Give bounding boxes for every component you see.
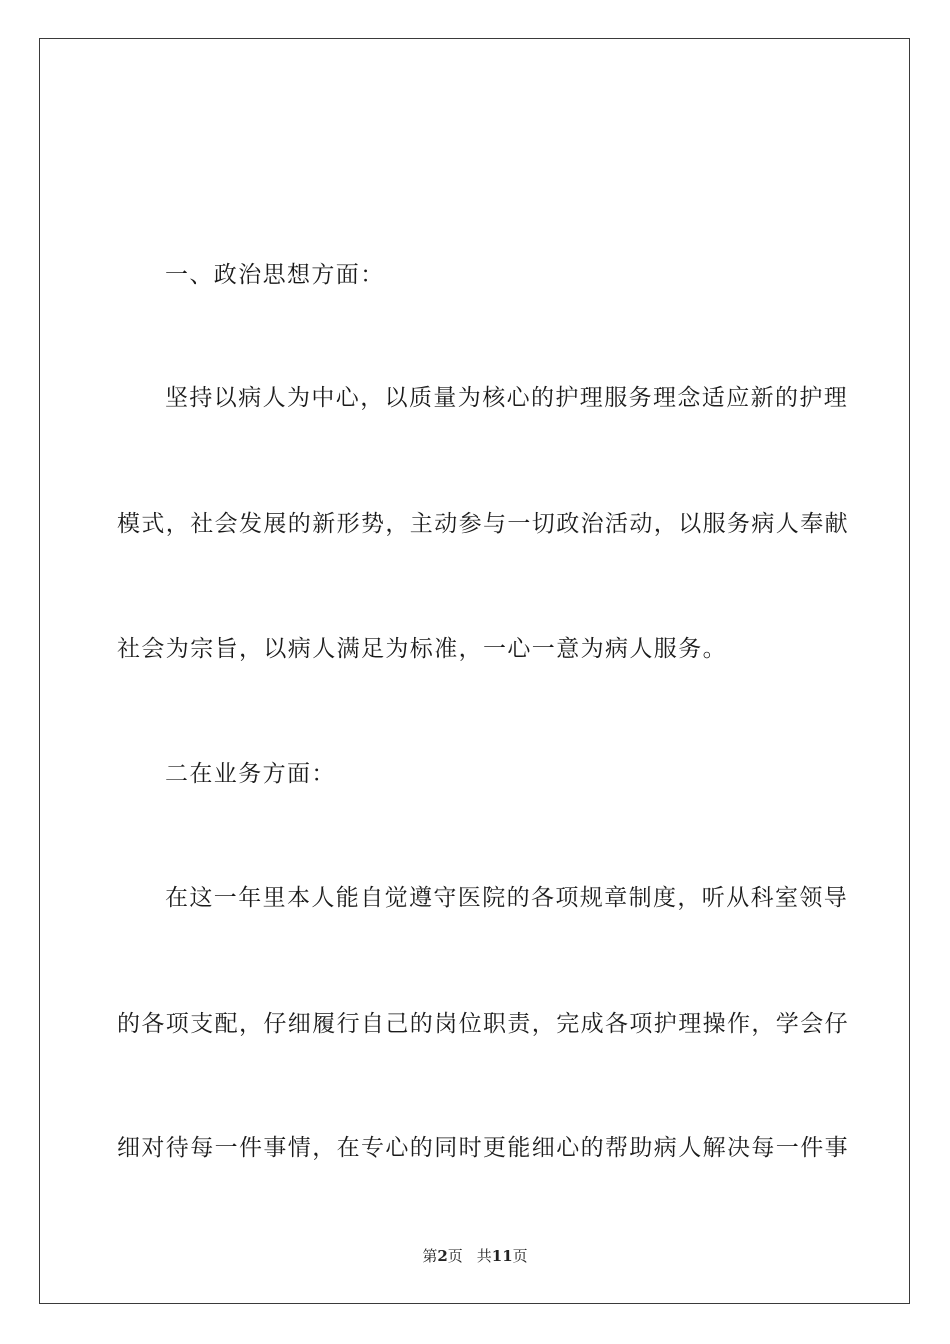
paragraph-line: 模式，社会发展的新形势，主动参与一切政治活动，以服务病人奉献 xyxy=(117,511,849,537)
section-heading-business: 二在业务方面： xyxy=(165,761,336,787)
footer-total-prefix: 共 xyxy=(476,1247,492,1265)
page-footer xyxy=(0,1246,950,1266)
footer-page-prefix: 第 xyxy=(422,1247,438,1265)
page-frame xyxy=(39,38,910,1304)
section-heading-politics: 一、政治思想方面： xyxy=(165,262,385,288)
footer-total-pages: 11 xyxy=(491,1247,513,1265)
paragraph-line: 细对待每一件事情，在专心的同时更能细心的帮助病人解决每一件事 xyxy=(117,1135,849,1161)
paragraph-line: 的各项支配，仔细履行自己的岗位职责，完成各项护理操作，学会仔 xyxy=(117,1011,849,1037)
footer-total-suffix: 页 xyxy=(512,1247,528,1265)
paragraph-line: 在这一年里本人能自觉遵守医院的各项规章制度，听从科室领导 xyxy=(165,885,849,911)
footer-page-suffix: 页 xyxy=(447,1247,463,1265)
paragraph-line: 社会为宗旨，以病人满足为标准，一心一意为病人服务。 xyxy=(117,636,727,662)
footer-page-number: 2 xyxy=(437,1247,448,1265)
paragraph-line: 坚持以病人为中心，以质量为核心的护理服务理念适应新的护理 xyxy=(165,385,849,411)
